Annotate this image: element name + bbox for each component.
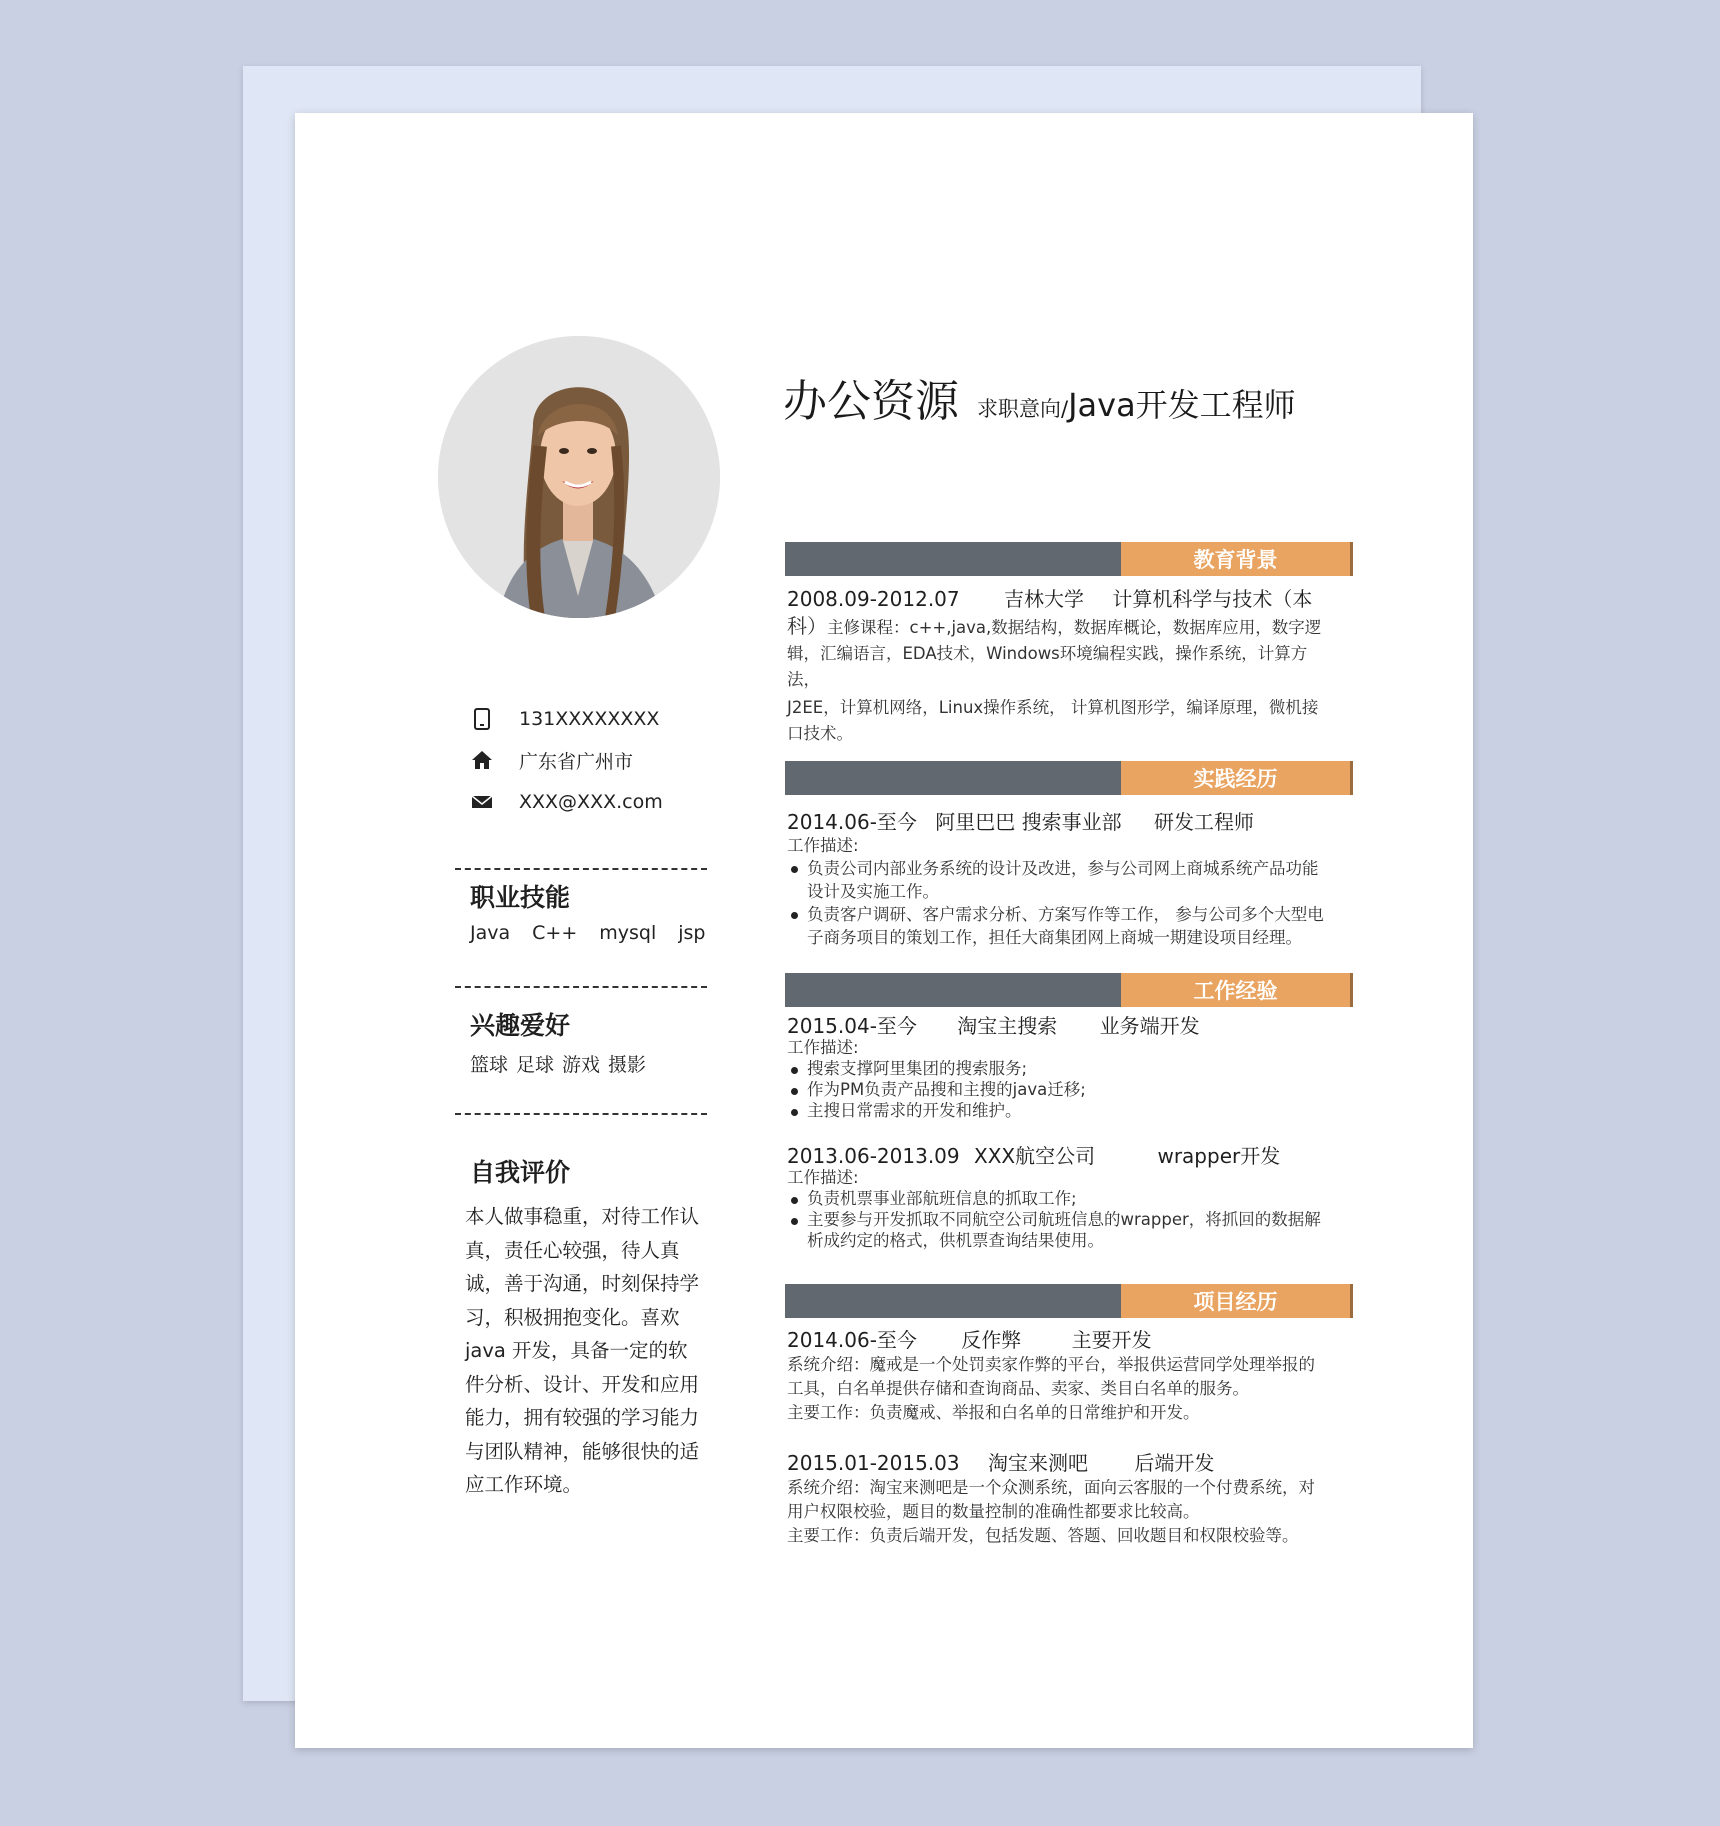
work-company: 淘宝主搜索 [957,1014,1058,1038]
work-desc-label: 工作描述: [787,1168,859,1187]
education-courses-2: J2EE，计算机网络，Linux操作系统， 计算机图形学，编译原理，微机接口技术。 [787,698,1319,743]
practice-bar [785,761,1353,795]
skill-item: Java [470,922,511,944]
work-date: 2013.06-2013.09 [787,1144,960,1168]
list-item: 负责客户调研、客户需求分析、方案写作等工作， 参与公司多个大型电子商务项目的策划工作，担任大商集团网上商城一期建设项目经理。 [787,903,1327,949]
work-job-header [787,1010,1200,1039]
practice-header [787,806,1254,835]
education-date: 2008.09-2012.07 [787,587,960,611]
contact-phone [470,704,659,734]
list-item: 作为PM负责产品搜和主搜的java迁移; [787,1079,1327,1100]
work-heading: 工作经验 [1121,973,1353,1007]
work-role: wrapper开发 [1157,1144,1281,1168]
person-name: 办公资源 [783,376,959,427]
list-item: 主要参与开发抓取不同航空公司航班信息的wrapper，将抓回的数据解析成约定的格式，供机票查询结果使用。 [787,1209,1327,1251]
job-intent-role: Java开发工程师 [1068,386,1296,424]
project-name: 淘宝来测吧 [988,1451,1088,1475]
education-school: 吉林大学 [1004,587,1084,611]
skill-item: jsp [678,922,706,944]
divider [455,868,707,870]
project-name: 反作弊 [961,1328,1022,1352]
work-role: 业务端开发 [1099,1014,1200,1038]
resume-page [295,113,1473,1748]
mail-icon [470,790,494,814]
practice-heading: 实践经历 [1121,761,1353,795]
job-intent [977,380,1296,426]
hobby-item: 摄影 [608,1054,647,1076]
project-intro: 系统介绍：淘宝来测吧是一个众测系统，面向云客服的一个付费系统，对用户权限校验，题目的数量控制的准确性都要求比较高。 [787,1478,1315,1521]
work-bullets [787,1058,1327,1121]
hobby-item: 篮球 [470,1054,509,1076]
list-item: 负责公司内部业务系统的设计及改进，参与公司网上商城系统产品功能设计及实施工作。 [787,857,1327,903]
home-icon [470,748,494,772]
project-work: 主要工作：负责魔戒、举报和白名单的日常维护和开发。 [787,1403,1200,1422]
hobbies-heading: 兴趣爱好 [470,1011,571,1040]
education-line2-prefix: 科） [787,614,827,638]
projects-heading: 项目经历 [1121,1284,1353,1318]
practice-role: 研发工程师 [1154,810,1254,834]
education-heading: 教育背景 [1121,542,1353,576]
contact-address [470,745,633,775]
divider [455,986,707,988]
list-item: 主搜日常需求的开发和维护。 [787,1100,1327,1121]
project-details [787,1353,1327,1425]
education-bar [785,542,1353,576]
practice-details [787,834,1327,949]
hobby-item: 足球 [516,1054,555,1076]
project-role: 主要开发 [1071,1328,1152,1352]
education-details [787,613,1327,747]
practice-company: 阿里巴巴 搜索事业部 [935,810,1122,834]
phone-text: 131XXXXXXXX [519,708,660,730]
list-item: 负责机票事业部航班信息的抓取工作; [787,1188,1327,1209]
project-date: 2014.06-至今 [787,1328,917,1352]
list-item: 搜索支撑阿里集团的搜索服务; [787,1058,1327,1079]
projects-bar [785,1284,1353,1318]
profile-photo [438,336,720,618]
practice-bullets [787,857,1327,949]
work-company: XXX航空公司 [974,1144,1096,1168]
self-eval-text: 本人做事稳重，对待工作认真，责任心较强，待人真诚，善于沟通，时刻保持学习，积极拥抱变化。喜欢java 开发，具备一定的软件分析、设计、开发和应用能力，拥有较强的学习能力与团队精神，能够很快的适应工作环境。 [465,1205,700,1496]
hobby-item: 游戏 [562,1054,601,1076]
education-major: 计算机科学与技术（本 [1112,587,1313,611]
project-header [787,1447,1214,1476]
skill-item: mysql [599,922,657,944]
phone-icon [470,707,494,731]
project-role: 后端开发 [1134,1451,1215,1475]
project-intro: 系统介绍：魔戒是一个处罚卖家作弊的平台，举报供运营同学处理举报的工具，白名单提供存储和查询商品、卖家、类目白名单的服务。 [787,1355,1315,1398]
work-bullets [787,1188,1327,1251]
skills-heading: 职业技能 [470,883,571,912]
project-details [787,1476,1327,1548]
project-work: 主要工作：负责后端开发，包括发题、答题、回收题目和权限校验等。 [787,1526,1299,1545]
self-eval-heading: 自我评价 [470,1158,571,1187]
email-text: XXX@XXX.com [519,791,663,813]
skills-list [470,922,706,944]
work-job-details [787,1037,1327,1121]
skill-item: C++ [532,922,578,944]
work-desc-label: 工作描述: [787,1038,859,1057]
project-date: 2015.01-2015.03 [787,1451,960,1475]
hobbies-list [470,1050,646,1077]
divider [455,1113,707,1115]
work-job-details [787,1167,1327,1251]
education-courses: 主修课程：c++,java,数据结构，数据库概论，数据库应用，数字逻辑，汇编语言，EDA技术，Windows环境编程实践，操作系统，计算方法， [787,618,1322,689]
education-header [787,583,1312,612]
practice-date: 2014.06-至今 [787,810,917,834]
contact-email [470,787,663,817]
work-date: 2015.04-至今 [787,1014,917,1038]
practice-desc-label: 工作描述: [787,836,859,855]
project-header [787,1324,1152,1353]
work-job-header [787,1140,1280,1169]
job-intent-prefix: 求职意向/ [977,397,1069,421]
work-bar [785,973,1353,1007]
address-text: 广东省广州市 [519,750,634,773]
